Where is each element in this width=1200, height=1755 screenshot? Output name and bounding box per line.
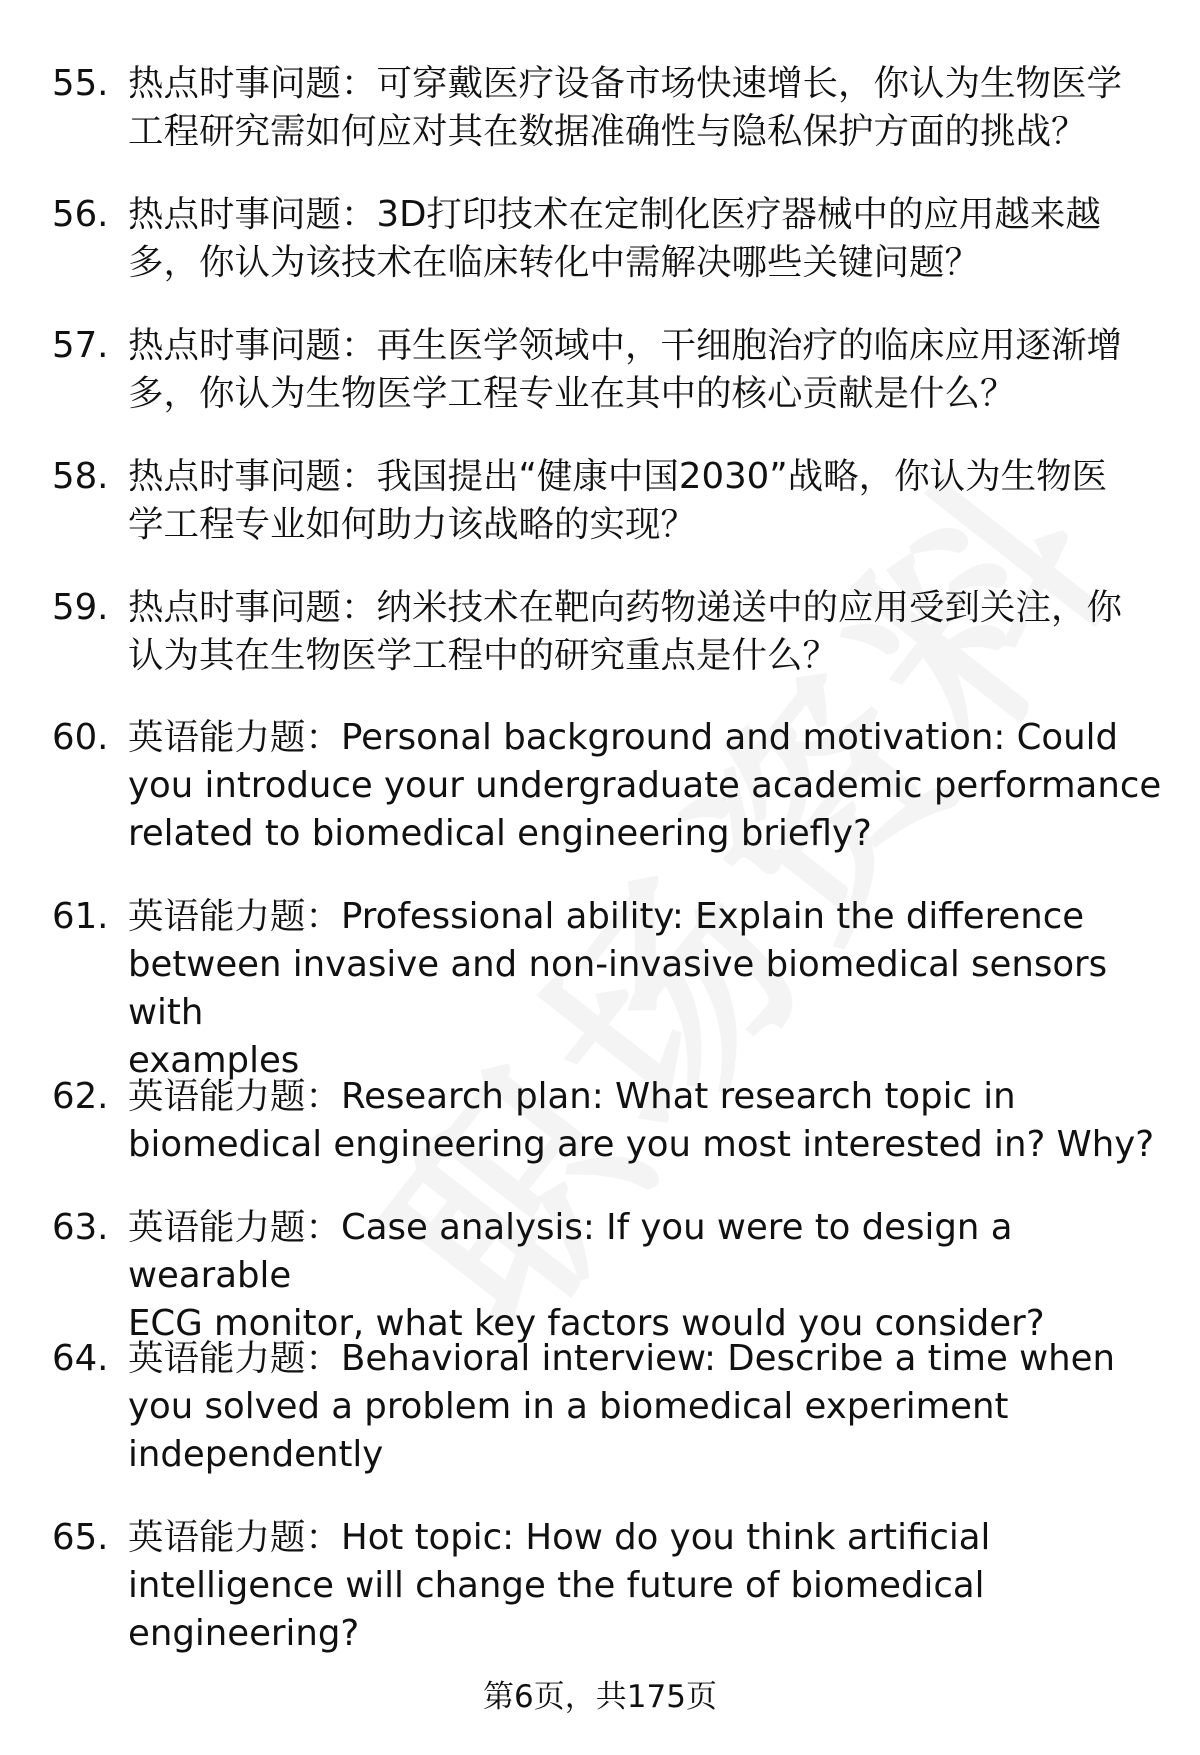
question-number: 58.: [52, 456, 109, 497]
question-number: 63.: [52, 1207, 109, 1248]
question-text: 英语能力题：Personal background and motivation: Could you introduce your undergraduate academic performance related to biomedical engineering briefly?: [128, 717, 1162, 854]
question-item: [52, 584, 1162, 680]
question-item: [52, 1073, 1162, 1169]
question-item: [52, 1335, 1162, 1479]
question-item: [52, 1204, 1162, 1348]
question-number: 62.: [52, 1076, 109, 1117]
question-text: 热点时事问题：3D打印技术在定制化医疗器械中的应用越来越 多，你认为该技术在临床转化中需解决哪些关键问题？: [128, 194, 1101, 283]
question-number: 57.: [52, 325, 109, 366]
question-number: 64.: [52, 1338, 109, 1379]
question-text: 热点时事问题：再生医学领域中，干细胞治疗的临床应用逐渐增 多，你认为生物医学工程专业在其中的核心贡献是什么？: [128, 325, 1123, 414]
question-text: 英语能力题：Research plan: What research topic in biomedical engineering are you most interested in? Why?: [128, 1076, 1155, 1165]
question-item: [52, 453, 1162, 549]
question-number: 59.: [52, 587, 109, 628]
question-number: 65.: [52, 1517, 109, 1558]
question-item: [52, 191, 1162, 287]
question-text: 英语能力题：Case analysis: If you were to design a wearable ECG monitor, what key factors would you consider?: [128, 1207, 1045, 1344]
question-number: 55.: [52, 63, 109, 104]
question-text: 英语能力题：Hot topic: How do you think artificial intelligence will change the future of biomedical engineering?: [128, 1517, 991, 1654]
question-item: [52, 322, 1162, 418]
question-text: 热点时事问题：纳米技术在靶向药物递送中的应用受到关注，你 认为其在生物医学工程中的研究重点是什么？: [128, 587, 1123, 676]
question-item: [52, 60, 1162, 156]
question-text: 英语能力题：Behavioral interview: Describe a time when you solved a problem in a biomedical experiment independently: [128, 1338, 1116, 1475]
question-item: [52, 893, 1162, 1085]
question-item: [52, 1514, 1162, 1658]
question-text: 热点时事问题：可穿戴医疗设备市场快速增长，你认为生物医学 工程研究需如何应对其在数据准确性与隐私保护方面的挑战？: [128, 63, 1123, 152]
question-number: 60.: [52, 717, 109, 758]
question-text: 热点时事问题：我国提出“健康中国2030”战略，你认为生物医 学工程专业如何助力该战略的实现？: [128, 456, 1108, 545]
question-number: 61.: [52, 896, 109, 937]
page-number-footer: 第6页，共175页: [483, 1679, 717, 1715]
question-text: 英语能力题：Professional ability: Explain the difference between invasive and non-invasive biomedical sensors with examples: [128, 896, 1108, 1081]
question-item: [52, 714, 1162, 858]
question-number: 56.: [52, 194, 109, 235]
